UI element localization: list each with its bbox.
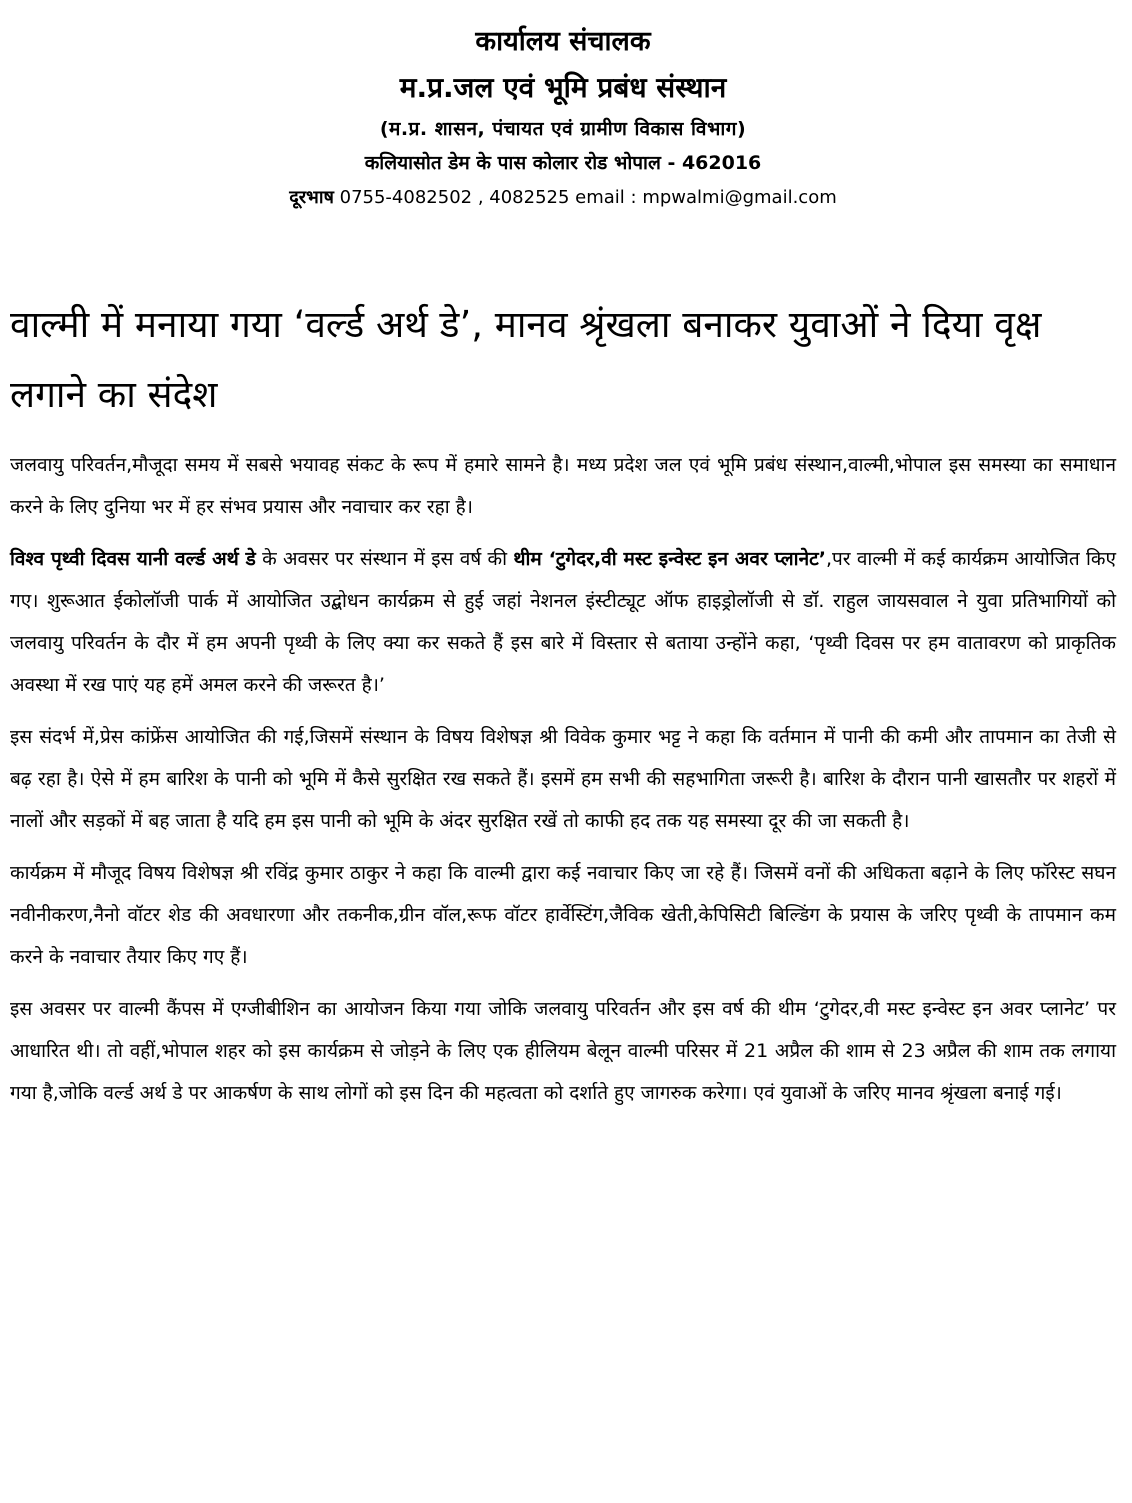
paragraph-2-rest: ,पर वाल्मी में कई कार्यक्रम आयोजित किए गए। शुरूआत ईकोलॉजी पार्क में आयोजित उद्बोधन कार्यक्रम से हुई जहां नेशनल इंस्टीट्यूट ऑफ हाइड्रोलॉजी से डॉ. राहुल जायसवाल ने युवा प्रतिभागियों को जलवायु परिवर्तन के दौर में हम अपनी पृथ्वी के लिए क्या कर सकते हैं इस बारे में विस्तार से बताया उन्होंने कहा, ‘पृथ्वी दिवस पर हम वातावरण को प्राकृतिक अवस्था में रख पाएं यह हमें अमल करने की जरूरत है।’ (10, 548, 1116, 696)
phone-numbers: 0755-4082502 , 4082525 (339, 187, 570, 208)
address-line: कलियासोत डेम के पास कोलार रोड भोपाल - 462016 (364, 152, 762, 174)
department-line: (म.प्र. शासन, पंचायत एवं ग्रामीण विकास विभाग) (379, 118, 747, 140)
paragraph-2-mid: के अवसर पर संस्थान में इस वर्ष की (255, 548, 514, 570)
email-label: email : (575, 187, 637, 208)
paragraph-4: कार्यक्रम में मौजूद विषय विशेषज्ञ श्री रविंद्र कुमार ठाकुर ने कहा कि वाल्मी द्वारा कई नवाचार किए जा रहे हैं। जिसमें वनों की अधिकता बढ़ाने के लिए फॉरेस्ट सघन नवीनीकरण,नैनो वॉटर शेड की अवधारणा और तकनीक,ग्रीन वॉल,रूफ वॉटर हार्वेस्टिंग,जैविक खेती,केपिसिटी बिल्डिंग के प्रयास के जरिए पृथ्वी के तापमान कम करने के नवाचार तैयार किए गए हैं। (10, 862, 1116, 968)
office-title: कार्यालय संचालक (475, 26, 651, 57)
contact-line (10, 184, 1116, 212)
paragraph-5: इस अवसर पर वाल्मी कैंपस में एग्जीबीशिन का आयोजन किया गया जोकि जलवायु परिवर्तन और इस वर्ष की थीम ‘टुगेदर,वी मस्ट इन्वेस्ट इन अवर प्लानेट’ पर आधारित थी। तो वहीं,भोपाल शहर को इस कार्यक्रम से जोड़ने के लिए एक हीलियम बेलून वाल्मी परिसर में 21 अप्रैल की शाम से 23 अप्रैल की शाम तक लगाया गया है,जोकि वर्ल्ड अर्थ डे पर आकर्षण के साथ लोगों को इस दिन की महत्वता को दर्शाते हुए जागरुक करेगा। एवं युवाओं के जरिए मानव श्रृंखला बनाई गई। (10, 998, 1116, 1104)
paragraph-3: इस संदर्भ में,प्रेस कांफ्रेंस आयोजित की गई,जिसमें संस्थान के विषय विशेषज्ञ श्री विवेक कुमार भट्ट ने कहा कि वर्तमान में पानी की कमी और तापमान का तेजी से बढ़ रहा है। ऐसे में हम बारिश के पानी को भूमि में कैसे सुरक्षित रख सकते हैं। इसमें हम सभी की सहभागिता जरूरी है। बारिश के दौरान पानी खासतौर पर शहरों में नालों और सड़कों में बह जाता है यदि हम इस पानी को भूमि के अंदर सुरक्षित रखें तो काफी हद तक यह समस्या दूर की जा सकती है। (10, 726, 1116, 832)
institute-name: म.प्र.जल एवं भूमि प्रबंध संस्थान (399, 71, 727, 104)
phone-label: दूरभाष (289, 187, 334, 208)
paragraph-1: जलवायु परिवर्तन,मौजूदा समय में सबसे भयावह संकट के रूप में हमारे सामने है। मध्य प्रदेश जल एवं भूमि प्रबंध संस्थान,वाल्मी,भोपाल इस समस्या का समाधान करने के लिए दुनिया भर में हर संभव प्रयास और नवाचार कर रहा है। (10, 454, 1116, 518)
letterhead (10, 0, 1116, 212)
paragraph-2-bold-intro: विश्व पृथ्वी दिवस यानी वर्ल्ड अर्थ डे (10, 548, 256, 570)
email-address: mpwalmi@gmail.com (642, 187, 837, 208)
paragraph-2-bold-theme: थीम ‘टुगेदर,वी मस्ट इन्वेस्ट इन अवर प्लानेट’ (513, 548, 826, 570)
paragraph-2 (10, 538, 1116, 706)
headline: वाल्मी में मनाया गया ‘वर्ल्ड अर्थ डे’, मानव श्रृंखला बनाकर युवाओं ने दिया वृक्ष लगाने का संदेश (10, 303, 1042, 416)
